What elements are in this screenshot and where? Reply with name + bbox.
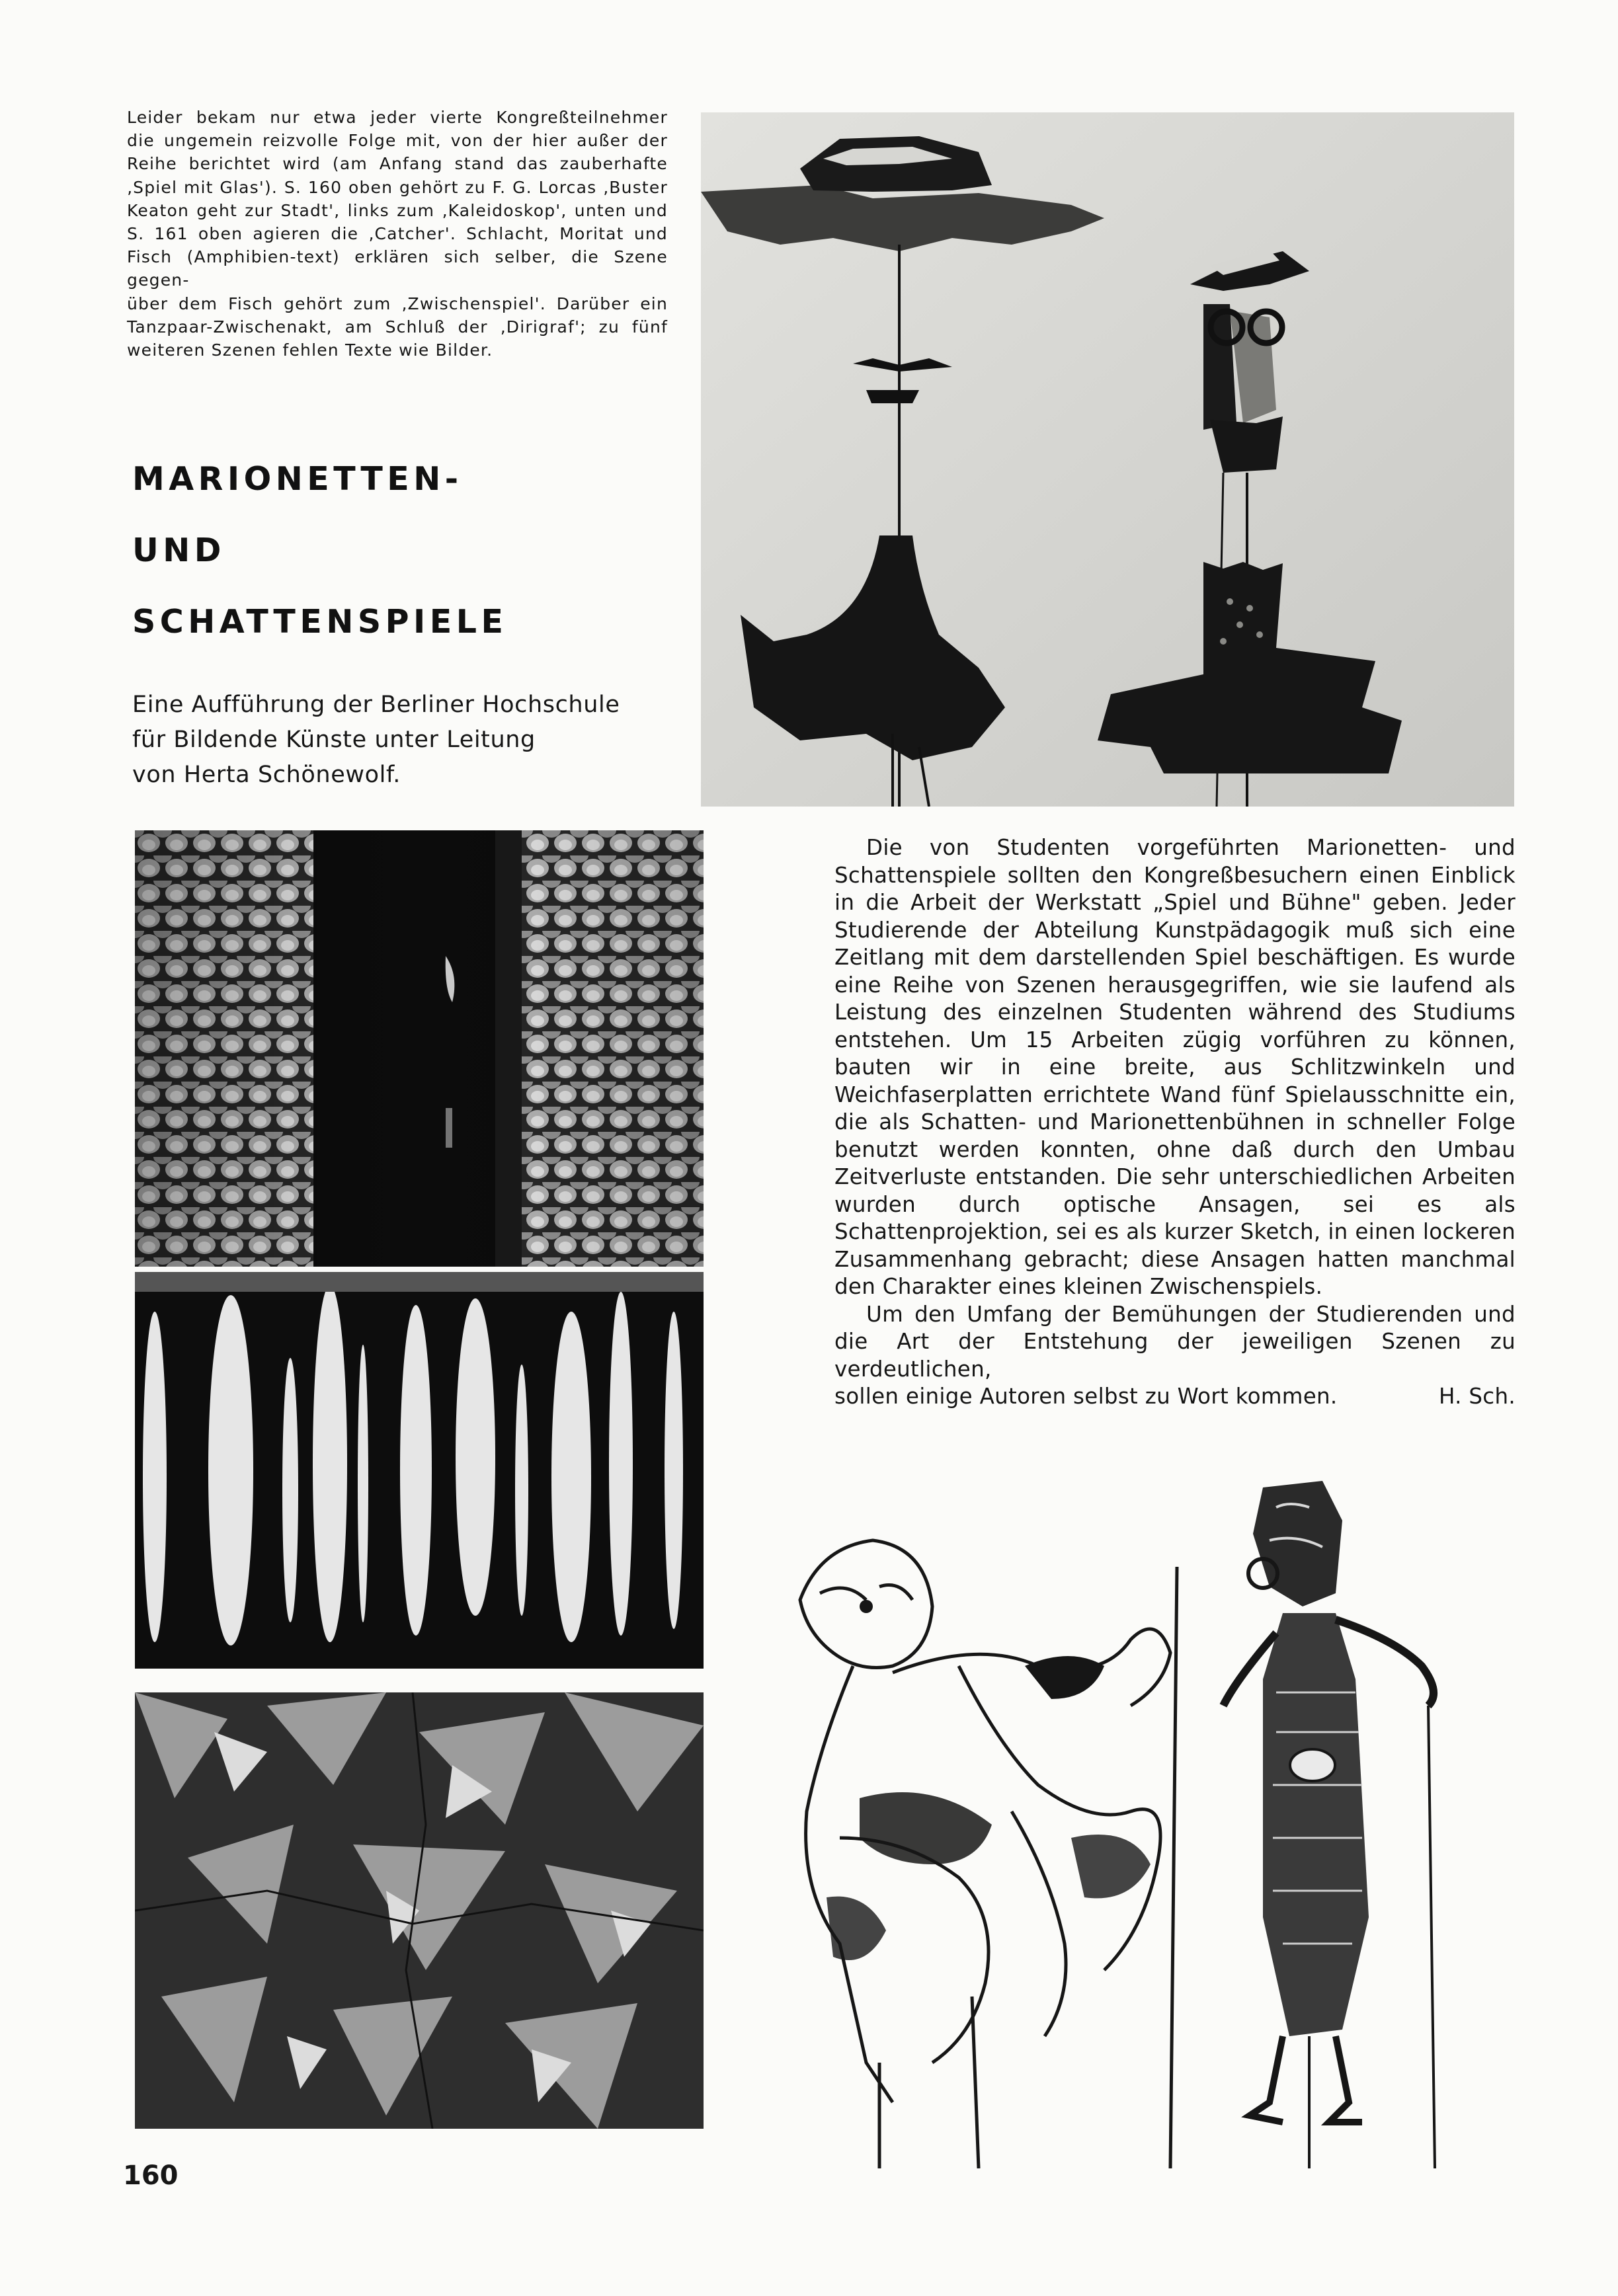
page-title-line-2: UND bbox=[132, 532, 225, 569]
intro-caption bbox=[127, 106, 668, 362]
caption-line: Tanzpaar-Zwischenakt, am Schluß der ‚Dirigraf'; zu fünf bbox=[127, 317, 668, 336]
caption-line: Fisch (Amphibien-text) erklären sich selber, die Szene gegen- bbox=[127, 247, 668, 290]
caption-line: Keaton geht zur Stadt', links zum ‚Kaleidoskop', unten und bbox=[127, 200, 668, 220]
author-signature: H. Sch. bbox=[1438, 1384, 1516, 1409]
caption-line: Reihe berichtet wird (am Anfang stand das zauberhafte bbox=[127, 154, 668, 174]
shadow-puppets-photo bbox=[760, 1468, 1501, 2168]
article-paragraph-2: Um den Umfang der Bemühungen der Studierenden und die Art der Entstehung der jeweiligen Szenen zu verdeutlichen, bbox=[834, 1301, 1516, 1382]
caption-line: S. 161 oben agieren die ‚Catcher'. Schlacht, Moritat und bbox=[127, 224, 668, 244]
page-number: 160 bbox=[123, 2160, 179, 2191]
caption-line: über dem Fisch gehört zum ‚Zwischenspiel'. Darüber ein bbox=[127, 294, 668, 313]
caption-line: die ungemein reizvolle Folge mit, von der hier außer der bbox=[127, 131, 668, 151]
caption-line: ‚Spiel mit Glas'). S. 160 oben gehört zu F. G. Lorcas ‚Buster bbox=[127, 177, 668, 197]
glass-texture-photo-2 bbox=[135, 1272, 704, 1669]
caption-line: Leider bekam nur etwa jeder vierte Kongreßteilnehmer bbox=[127, 108, 668, 127]
article-body bbox=[834, 834, 1516, 1411]
page-title-line-1: MARIONETTEN- bbox=[132, 460, 463, 498]
page-title-line-3: SCHATTENSPIELE bbox=[132, 603, 508, 641]
caption-line: weiteren Szenen fehlen Texte wie Bilder. bbox=[127, 340, 493, 360]
subtitle-line: für Bildende Künste unter Leitung bbox=[132, 727, 536, 753]
article-closing-line: sollen einige Autoren selbst zu Wort kommen. bbox=[834, 1384, 1338, 1409]
subtitle bbox=[132, 688, 635, 793]
subtitle-line: Eine Aufführung der Berliner Hochschule bbox=[132, 692, 620, 718]
subtitle-line: von Herta Schönewolf. bbox=[132, 762, 401, 788]
article-signoff-row bbox=[834, 1383, 1516, 1411]
glass-texture-photo-1 bbox=[135, 830, 704, 1267]
marionettes-photo bbox=[701, 112, 1514, 807]
article-paragraph-1: Die von Studenten vorgeführten Marionetten- und Schattenspiele sollten den Kongreßbesuchern einen Einblick in die Arbeit der Werkstatt „Spiel und Bühne" geben. Jeder Studierende der Abteilung Kunstpädagogik muß sich eine Zeitlang mit dem darstellenden Spiel beschäftigen. Es wurde eine Reihe von Szenen herausgegriffen, wie sie laufend als Leistung des einzelnen Studenten während des Studiums entstehen. Um 15 Arbeiten zügig vorführen zu können, bauten wir in eine breite, aus Schlitzwinkeln und Weichfaserplatten errichtete Wand fünf Spielausschnitte ein, die als Schatten- und Marionettenbühnen in schneller Folge benutzt werden konnten, ohne daß durch den Umbau Zeitverluste entstanden. Die sehr unterschiedlichen Arbeiten wurden durch optische Ansagen, sei es als Schattenprojektion, sei es als kurzer Sketch, in einen lockeren Zusammenhang gebracht; diese Ansagen hatten manchmal den Charakter eines kleinen Zwischenspiels. bbox=[834, 835, 1516, 1299]
foil-texture-photo bbox=[135, 1692, 704, 2129]
